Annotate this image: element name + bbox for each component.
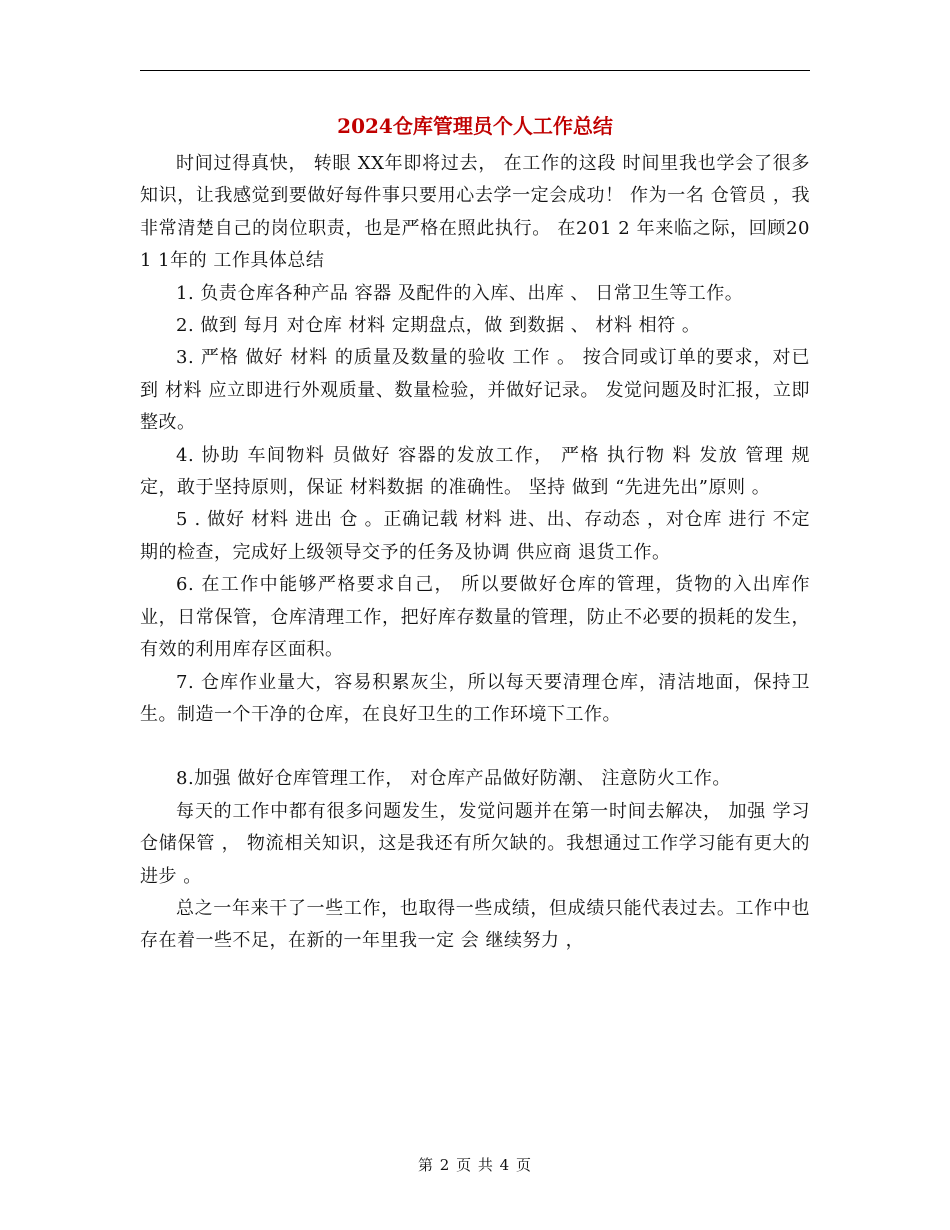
paragraph-item-8: 8.加强 做好仓库管理工作， 对仓库产品做好防潮、 注意防火工作。 bbox=[176, 768, 731, 790]
page-number-footer: 第 2 页 共 4 页 bbox=[418, 1156, 532, 1174]
paragraph-item-4: 4. 协助 车间物料 员做好 容器的发放工作， 严格 执行物 料 发放 管理 规定，敢于坚持原则，保证 材料数据 的准确性。 坚持 做到 “先进先出”原则 。 bbox=[140, 444, 810, 499]
paragraph-daily-work: 每天的工作中都有很多问题发生，发觉问题并在第一时间去解决， 加强 学习仓储保管 ， 物流相关知识，这是我还有所欠缺的。我想通过工作学习能有更大的进步 。 bbox=[140, 800, 810, 887]
paragraph-item-2: 2. 做到 每月 对仓库 材料 定期盘点，做 到数据 、 材料 相符 。 bbox=[176, 315, 701, 337]
document-body bbox=[140, 148, 810, 958]
document-title: 2024仓库管理员个人工作总结 bbox=[337, 114, 613, 138]
paragraph-item-1: 1. 负责仓库各种产品 容器 及配件的入库、出库 、 日常卫生等工作。 bbox=[176, 282, 744, 304]
paragraph-item-6: 6. 在工作中能够严格要求自己， 所以要做好仓库的管理，货物的入出库作业，日常保管，仓库清理工作，把好库存数量的管理，防止不必要的损耗的发生，有效的利用库存区面积。 bbox=[140, 574, 810, 661]
header-rule bbox=[140, 70, 810, 71]
paragraph-item-7: 7. 仓库作业量大，容易积累灰尘，所以每天要清理仓库，清洁地面，保持卫生。制造一个干净的仓库，在良好卫生的工作环境下工作。 bbox=[140, 671, 810, 725]
paragraph-intro: 时间过得真快， 转眼 XX年即将过去， 在工作的这段 时间里我也学会了很多知识，让我感觉到要做好每件事只要用心去学一定会成功！ 作为一名 仓管员 ，我非常清楚自己的岗位职责，也是严格在照此执行。 在201 2 年来临之际，回顾201 1年的 工作具体总结 bbox=[140, 153, 810, 272]
paragraph-item-3: 3. 严格 做好 材料 的质量及数量的验收 工作 。 按合同或订单的要求，对已到 材料 应立即进行外观质量、数量检验，并做好记录。 发觉问题及时汇报，立即整改。 bbox=[140, 347, 810, 434]
paragraph-item-5: 5 . 做好 材料 进出 仓 。正确记载 材料 进、出、存动态 ，对仓库 进行 不定期的检查，完成好上级领导交予的任务及协调 供应商 退货工作。 bbox=[140, 509, 810, 563]
paragraph-conclusion: 总之一年来干了一些工作，也取得一些成绩，但成绩只能代表过去。工作中也存在着一些不足，在新的一年里我一定 会 继续努力 ， bbox=[140, 897, 810, 952]
